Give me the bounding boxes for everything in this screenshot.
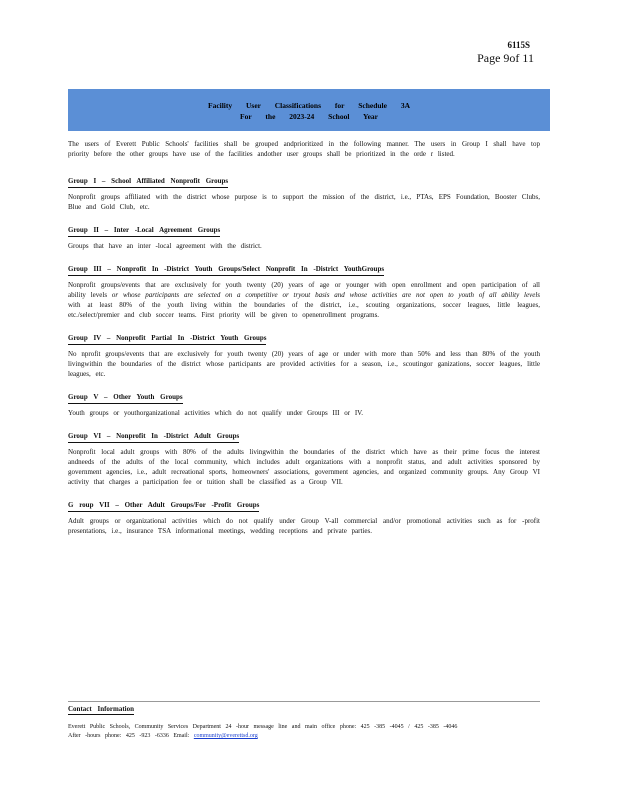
- document-body: [68, 139, 540, 549]
- group-heading: Group V – Other Youth Groups: [68, 392, 183, 404]
- group-description: Youth groups or youthorganizational activities which do not qualify under Groups III or IV.: [68, 409, 364, 417]
- group-description: No nprofit groups/events that are exclusively for youth twenty (20) years of age or under with more than 50% and less than 80% of the youth livingwithin the boundaries of the district whose participants are provided activities for a season, i.e., scoutingor ganizations, soccer leagues, little leagues, etc.: [68, 350, 540, 378]
- group-section-5: [68, 392, 540, 418]
- group-section-6: [68, 431, 540, 487]
- page-number: Page 9of 11: [477, 51, 534, 65]
- group-text-part: Nonprofit groups/events that are exclusively for youth twenty (20) years of age or younger with open enrollment and open participation of all ability levels: [68, 281, 540, 299]
- banner-title: Facility User Classifications for Schedule 3A: [207, 101, 410, 110]
- contact-heading: Contact Information: [68, 705, 135, 713]
- title-banner: [68, 89, 550, 131]
- group-section-7: [68, 500, 540, 536]
- group-heading: Group III – Nonprofit In -District Youth Groups/Select Nonprofit In -District YouthGroups: [68, 264, 384, 276]
- group-description: Groups that have an inter -local agreement with the district.: [68, 242, 262, 250]
- group-heading: Group II – Inter -Local Agreement Groups: [68, 225, 220, 237]
- group-section-2: [68, 225, 540, 251]
- group-section-3: [68, 264, 540, 320]
- group-section-1: [68, 176, 540, 212]
- intro-paragraph: The users of Everett Public Schools' facilities shall be grouped andprioritized in the following manner. The users in Group I shall have top priority before the other groups have use of the facilities andother user groups shall be prioritized in the orde r listed.: [68, 140, 540, 158]
- group-section-4: [68, 333, 540, 379]
- group-description: [68, 280, 540, 320]
- group-heading: Group I – School Affiliated Nonprofit Groups: [68, 176, 228, 188]
- group-text-italic: or whose participants are selected on a competitive or tryout basis and whose activities are not open to youth of all ability levels: [111, 291, 540, 299]
- group-description: Nonprofit groups affiliated with the district whose purpose is to support the mission of the district, i.e., PTAs, EPS Foundation, Booster Clubs, Blue and Gold Club, etc.: [68, 193, 540, 211]
- group-heading: G roup VII – Other Adult Groups/For -Profit Groups: [68, 500, 259, 512]
- group-heading: Group VI – Nonprofit In -District Adult Groups: [68, 431, 239, 443]
- group-text-part: with at least 80% of the youth living within the boundaries of the district, i.e., scouting organizations, soccer leagues, little leagues, etc./select/premier and club soccer teams. First priority will be given to openenrollment programs.: [68, 301, 540, 319]
- group-heading: Group IV – Nonprofit Partial In -District Youth Groups: [68, 333, 266, 345]
- policy-number: 6115S: [507, 40, 530, 50]
- contact-footer: [68, 701, 540, 741]
- after-hours-text: After -hours phone: 425 -923 -6336 Email:: [68, 733, 190, 739]
- email-link[interactable]: community@everettsd.org: [193, 733, 258, 739]
- contact-line-email: [68, 732, 540, 741]
- banner-subtitle: For the 2023-24 School Year: [240, 112, 378, 121]
- contact-line-phone: Everett Public Schools, Community Services Department 24 -hour message line and main office phone: 425 -385 -4045 / 425 -385 -4046: [68, 724, 458, 730]
- group-description: Adult groups or organizational activities which do not qualify under Group V-all commercial and/or promotional activities such as for -profit presentations, i.e., insurance TSA informational meetings, wedding receptions and private parties.: [68, 517, 540, 535]
- group-description: Nonprofit local adult groups with 80% of the adults livingwithin the boundaries of the district which have as their prime focus the interest andneeds of the adults of the local community, which includes adult organizations with a nonprofit status, and adult activities sponsored by government agencies, i.e., adult recreational sports, homeowners' associations, government agencies, and organized community groups. Any Group VI activity that charges a participation fee or tuition shall be classified as a Group VII.: [68, 448, 540, 486]
